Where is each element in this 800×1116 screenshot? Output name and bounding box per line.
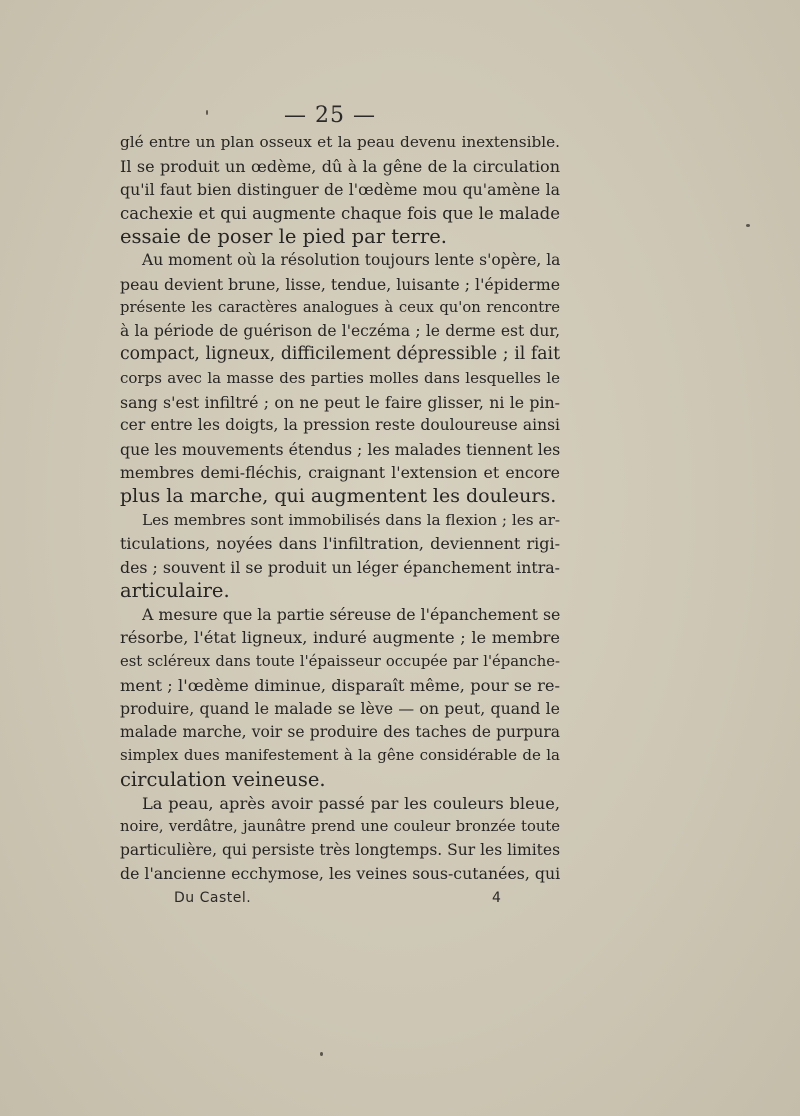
text-line: produire, quand le malade se lève — on peut, quand le (120, 699, 560, 719)
text-line: La peau, après avoir passé par les couleurs bleue, (142, 793, 560, 813)
text-line: plus la marche, qui augmentent les douleurs. (120, 484, 557, 507)
text-line: cachexie et qui augmente chaque fois que le malade (120, 203, 560, 223)
body-text (120, 131, 560, 886)
text-line: résorbe, l'état ligneux, induré augmente ; le membre (120, 628, 560, 648)
text-line: de l'ancienne ecchymose, les veines sous-cutanées, qui (120, 864, 561, 884)
text-line: Les membres sont immobilisés dans la flexion ; les ar- (142, 510, 561, 529)
paper-speck (320, 1052, 323, 1056)
text-line: A mesure que la partie séreuse de l'épanchement se (142, 604, 561, 624)
paper-speck (746, 224, 750, 227)
author-signature: Du Castel. (174, 890, 252, 906)
text-line: des ; souvent il se produit un léger épanchement intra- (120, 557, 560, 577)
text-line: que les mouvements étendus ; les malades tiennent les (120, 439, 561, 459)
printer-signature-mark: 4 (492, 890, 502, 906)
text-line: noire, verdâtre, jaunâtre prend une couleur bronzée toute (120, 818, 560, 836)
text-line: particulière, qui persiste très longtemps. Sur les limites (120, 840, 561, 859)
text-line: circulation veineuse. (120, 768, 326, 792)
text-line: malade marche, voir se produire des taches de purpura (120, 722, 560, 741)
text-line: compact, ligneux, difficilement dépressible ; il fait (120, 344, 560, 365)
text-line: membres demi-fléchis, craignant l'extension et encore (120, 463, 560, 483)
text-line: à la période de guérison de l'eczéma ; le derme est dur, (120, 321, 560, 340)
text-line: est scléreux dans toute l'épaisseur occupée par l'épanche- (120, 653, 560, 671)
text-line: présente les caractères analogues à ceux qu'on rencontre (120, 299, 560, 317)
text-line: corps avec la masse des parties molles dans lesquelles le (120, 368, 560, 387)
page-number: — 25 — (284, 103, 376, 128)
text-line: ticulations, noyées dans l'infiltration, deviennent rigi- (120, 534, 560, 554)
text-line: simplex dues manifestement à la gêne considérable de la (120, 746, 560, 765)
text-line: essaie de poser le pied par terre. (120, 225, 447, 249)
text-line: Au moment où la résolution toujours lente s'opère, la (142, 250, 561, 269)
text-line: qu'il faut bien distinguer de l'œdème mou qu'amène la (120, 180, 560, 200)
paper-speck (206, 110, 208, 115)
text-line: Il se produit un œdème, dû à la gêne de la circulation (120, 156, 560, 176)
text-line: cer entre les doigts, la pression reste douloureuse ainsi (120, 416, 560, 435)
text-line: sang s'est infiltré ; on ne peut le faire glisser, ni le pin- (120, 392, 560, 412)
text-line: articulaire. (120, 579, 230, 603)
text-line: ment ; l'œdème diminue, disparaît même, pour se re- (120, 675, 560, 695)
text-line: peau devient brune, lisse, tendue, luisante ; l'épiderme (120, 274, 561, 294)
text-line: glé entre un plan osseux et la peau devenu inextensible. (120, 133, 560, 151)
